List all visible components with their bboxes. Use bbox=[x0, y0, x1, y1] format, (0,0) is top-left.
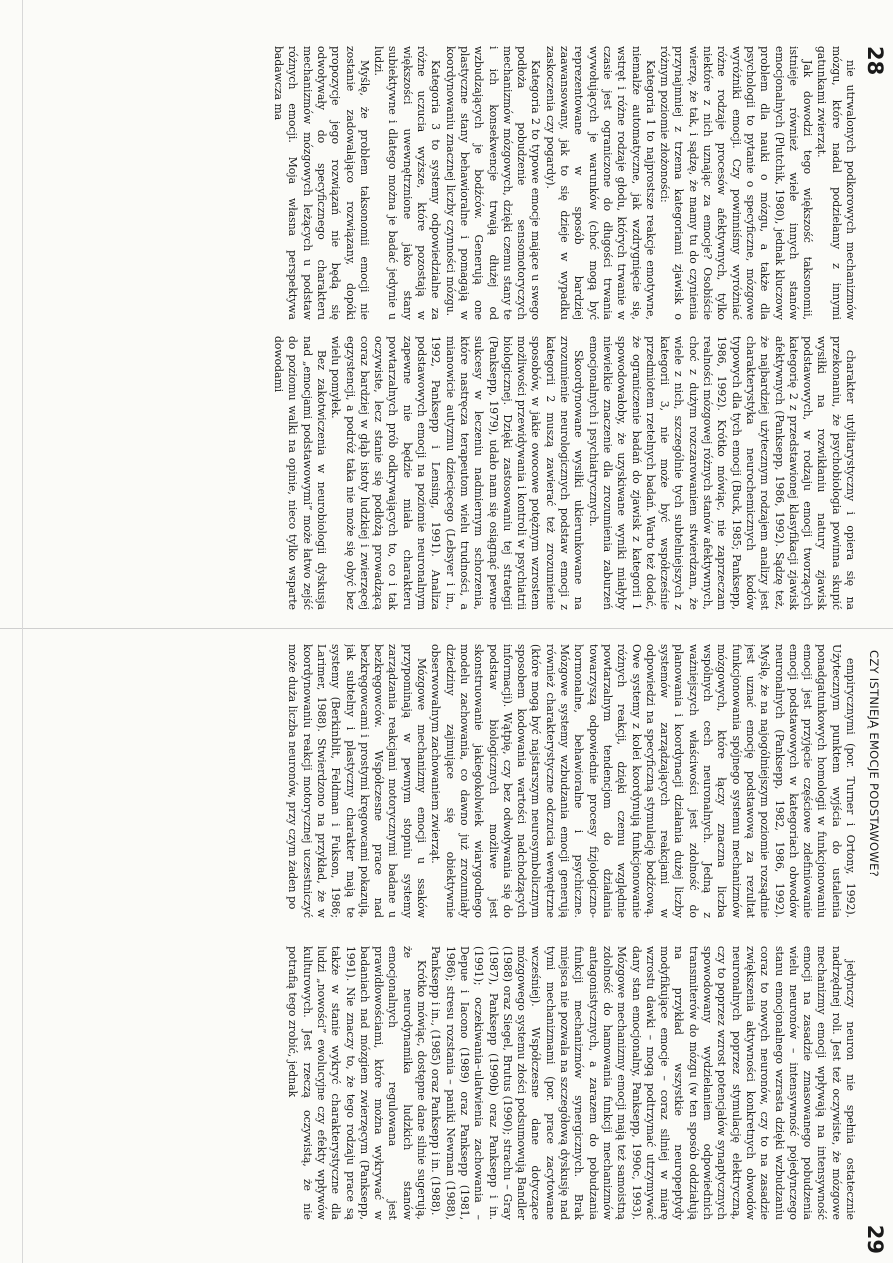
paragraph: Kategoria 2 to typowe emocje mające u swego podłoża pobudzenie sensomotoryczych mechanizmów mózgowych, dzięki czemu stany te i ich konsekwencje trwają dłużej od wzbudzających je bodźców. Generują one plastyczne stany behawioralne i pomagają w koordynowaniu znacznej liczby czynności mózgu. bbox=[443, 46, 543, 320]
paragraph: Jak dowodzi tego większość taksonomii, istnieje również wiele innych stanów emocjonalnych (Plutchik, 1980), jednak kluczowy problem dla nauki o mózgu, a także dla psychologii to pytanie o specyficzne, mózgowe wyróżniki emocji. Czy powinniśmy wyróżniać różne rodzaje procesów afektywnych, tylko niektóre z nich uznając za emocje? Osobiście wierzę, że tak, i sądzę, że mamy tu do czynienia przynajmniej z trzema kategoriami zjawisk o różnym poziomie złożoności: bbox=[658, 46, 815, 320]
page-number: 28 bbox=[863, 46, 887, 76]
paragraph: nie utrwalonych podkorowych mechanizmów mózgu, które nadal podzielamy z innymi gatunkami zwierząt. bbox=[815, 46, 857, 320]
right-page bbox=[0, 640, 893, 1260]
running-head: CZY ISTNIEJĄ EMOCJE PODSTAWOWE? bbox=[867, 650, 881, 878]
paragraph: charakter utylitarystyczny i opiera się na przekonaniu, że psychobiologia powinna skupić wysiłki na rozwikłaniu natury zjawisk podstawowych, w rodzaju emocji tworzących kategorię 2 z przedstawionej klasyfikacji zjawisk afektywnych (Panksepp, 1986, 1992). Sądzę też, że najbardziej użytecznym rodzajem analizy jest charakterystyka neurochemicznych kodów typowych dla tych emocji (Buck, 1985; Panksepp, 1986, 1992). Krótko mówiąc, nie zaprzeczam realności mózgowej różnych stanów afektywnych, choć z dużym rozczarowaniem stwierdzam, że wiele z nich, szczególnie tych subtelniejszych z kategorii 3, nie może być współcześnie przedmiotem rzetelnych badań. Warto też dodać, że ograniczenie badań do zjawisk z kategorii 1 spowodowałoby, że uzyskiwane wyniki miałyby niewielkie znaczenie dla zrozumienia zaburzeń emocjonalnych i psychiatrycznych. bbox=[586, 336, 857, 610]
paragraph: Kategoria 1 to najprostsze reakcje emotywne, niemalże automatyczne, jak wzdrygnięcie się, wstręt i różne rodzaje głodu, których trwanie w czasie jest ograniczone do długości trwania wywołujących je warunków (choć mogą być reprezentowane w sposób bardziej zaawansowany, jak to się dzieje w wypadku zaskoczenia czy pogardy). bbox=[543, 46, 657, 320]
page-number: 29 bbox=[863, 1224, 887, 1254]
paragraph: Krótko mówiąc, dostępne dane silnie sugerują, że neurodynamika ludzkich stanów emocjonalnych regulowana jest prawidłowościami, które można wykrywać w badaniach nad mózgiem zwierzęcym (Panksepp, 1991). Nie znaczy to, że tego rodzaju prace są także w stanie wykryć charakterystyczne dla ludzi „nowości” ewolucyjne czy efekty wpływów kulturowych. Jest rzeczą oczywistą, że nie potrafią tego zrobić, jednak bbox=[286, 946, 429, 1220]
paragraph: Mózgowe mechanizmy emocji u ssaków przypominają w pewnym stopniu systemy zarządzania reakcjami motorycznymi badane u bezkręgowców. Współczesne prace nad bezkręgowcami i prostymi kręgowcami pokazują, jak subtelny i plastyczny charakter mają te systemy (Berkinblit, Feldman i Fukson, 1986; Larimer, 1988). Stwierdzono na przykład, że w koordynowaniu reakcji motorycznej uczestniczyć może duża liczba neuronów, przy czym żaden po bbox=[286, 644, 429, 918]
left-page bbox=[0, 20, 893, 640]
text-column-right bbox=[22, 946, 857, 1220]
paragraph: Kategoria 3 to systemy odpowiedzialne za różne uczucia wyższe, które pozostają w większości uwewnętrznione jako stany subiektywne i dlatego można je badać jedynie u ludzi. bbox=[372, 46, 443, 320]
paragraph: Bez zakotwiczenia w neurobiologii dyskusja nad „emocjami podstawowymi” może łatwo zejść do poziomu walki na opinie, nieco tylko wsparte dowodami bbox=[272, 336, 329, 610]
paragraph: Skoordynowane wysiłki ukierunkowane na zrozumienie neurologicznych podstaw emocji z kategorii 2 muszą zawierać też zrozumienie sposobów, w jakie owocowe potężnym wzrostem możliwości przewidywania i kontroli w psychiatrii biologicznej. Dzięki zastosowaniu tej strategii (Panksepp, 1979), udało nam się osiągnąć pewne sukcesy w leczeniu nadmiernym schorzenia, które nastręcza terapeutom wielu trudności, a mianowicie autyzmu dziecięcego (Lebsyer i in., 1992, Panksepp i Lensing, 1991). Analiza podstawowych emocji na poziomie neuronalnym zapewne nie będzie miała charakteru powtarzalnych prób odkrywających to, co i tak oczywiste, lecz stanie się podłożą prowadzącą coraz bardziej w głąb istoty ludzkiej i zwierzęcej egzystencji, a podróż taka nie może się obyć bez wielu pomyłek. bbox=[329, 336, 586, 610]
paragraph: Myślę, że problem taksonomii emocji nie zostanie zadowalająco rozwiązany, dopóki propozycje jego rozwiązań nie będą się odwoływały do specyficznego charakteru mechanizmów mózgowych leżących u podstaw różnych emocji. Moja własna perspektywa badawcza ma bbox=[272, 46, 371, 320]
scan-edge-line bbox=[22, 0, 23, 1263]
text-column-right bbox=[22, 336, 857, 610]
page-gutter bbox=[0, 628, 893, 629]
paragraph: empirycznymi (por. Turner i Ortony, 1992). Użytecznym punktem wyjścia do ustalenia ponadgatunkowych homologii w funkcjonowaniu emocji jest przyjęcie częściowe zdefiniowanie emocji podstawowych w kategoriach obwodów neuronalnych (Panksepp, 1982, 1986, 1992). Myślę, że na najogólniejszym poziomie rozsądnie jest uznać emocję podstawową za rezultat funkcjonowania spójnego systemu mechanizmów mózgowych, które łączy znaczna liczba wspólnych cech neuronalnych. Jedną z ważniejszych właściwości jest zdolność do planowania i koordynacji działania dużej liczby systemów zarządzających reakcjami w odpowiedzi na specyficzną stymulację bodźcową. Owe systemy z kolei koordynują funkcjonowanie różnych reakcji, dzięki czemu względnie powtarzalnym tendencjom do działania towarzyszą odpowiednie procesy fizjologiczno-hormonalne, behawioralne i psychiczne. Mózgowe systemy wzbudzania emocji generują również charakterystyczne odczucia wewnętrzne (które mogą być najstarszym neurosymbolicznym sposobem kodowania wartości nadchodzących informacji). Wątpię, czy bez odwoływania się do podstaw biologicznych możliwe jest skonstruowanie jakiegokolwiek wiarygodnego modelu zachowania, co dawno już zrozumiały dziedziny zajmujące się obiektywnie obserwowalnym zachowaniem zwierząt. bbox=[429, 644, 857, 918]
text-column-left bbox=[22, 644, 857, 918]
paragraph: jedynczy neuron nie spełnia ostatecznie nadrzędnej roli. Jest też oczywiste, że mózgowe mechanizmy emocji wpływają na intensywność emocji na zasadzie zmasowanego pobudzenia wielu neuronów – intensywność pojedynczego stanu emocjonalnego wzrasta dzięki wzbudzaniu coraz to nowych neuronów, czy to na zasadzie zwiększenia aktywności konkretnych obwodów neuronalnych poprzez stymulację elektryczną, czy to poprzez wzrost potencjałów synaptycznych spowodowany wydzielaniem odpowiednich transmiterów do mózgu (w ten sposób oddziałują na przykład wszystkie neuropeptydy modyfikujące emocje – coraz silniej w miarę wzrostu dawki – mogą podtrzymać utrzymywać dany stan emocjonalny, Panksepp, 1990c, 1993). Mózgowe mechanizmy emocji mają też samoistną zdolność do hamowania funkcji mechanizmów antagonistycznych, a zarazem do pobudzania funkcji mechanizmów synergicznych. Brak miejsca nie pozwala na szczegółową dyskusję nad tymi mechanizmami (por. prace zacytowane wcześniej). Współczesne dane dotyczące mózgowego systemu złości podsumowują Bandler (1988) oraz Siegel, Brutus (1990); strachu – Gray (1987), Panksepp (1990b) oraz Panksepp i in. (1991); oczekiwania–ulatwienia zachowania – Depue i Iacono (1989) oraz Panksepp (1981, 1986); stresu rozstania – paniki Newman (1988), Panksepp i in., (1985) oraz Panksepp i in. (1988). bbox=[429, 946, 857, 1220]
text-column-left bbox=[22, 46, 857, 320]
